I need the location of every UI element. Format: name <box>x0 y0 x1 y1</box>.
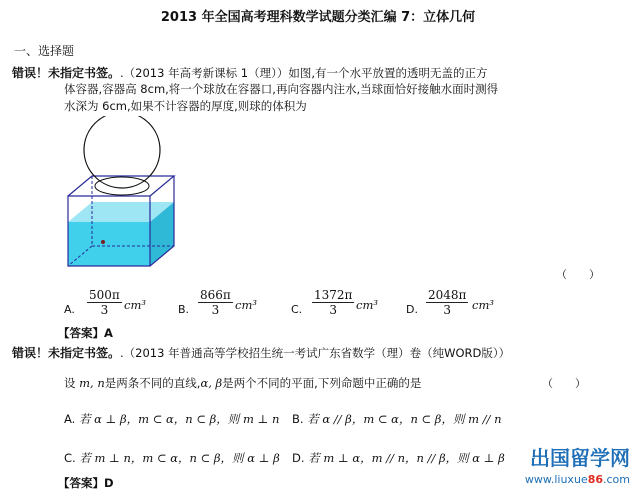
q1-option-b-letter: B. <box>178 303 190 316</box>
q1-stem-line1: 如图,有一个水平放置的透明无盖的正方 <box>288 66 488 80</box>
q2-answer-paren: （ ） <box>542 377 586 390</box>
q1-answer-paren: （ ） <box>556 268 600 281</box>
q2-option-c-text: 若 m ⊥ n，m ⊂ α，n ⊂ β，则 α ⊥ β <box>79 451 280 465</box>
q2-answer: 【答案】D <box>58 476 114 490</box>
sphere-contact-circle <box>95 177 149 195</box>
site-watermark <box>525 447 630 491</box>
q2-option-a-text: 若 α ⊥ β，m ⊂ α，n ⊂ β，则 m ⊥ n <box>78 412 280 426</box>
q1-option-d-letter: D. <box>406 303 418 316</box>
q1-option-c-fraction <box>312 288 354 317</box>
watermark-url-number: 86 <box>587 473 603 486</box>
water-front-face <box>68 222 150 266</box>
q2-option-b-text: 若 α // β，m ⊂ α，n ⊂ β，则 m // n <box>307 412 502 426</box>
q2-option-b-letter: B. <box>292 412 304 426</box>
q1-option-c-denominator: 3 <box>329 303 338 317</box>
q2-option-b <box>292 411 501 427</box>
q2-error-prefix: 错误！未指定书签。 <box>12 346 121 360</box>
q2-option-d-text: 若 m ⊥ α，m // n，n // β，则 α ⊥ β <box>308 451 505 465</box>
q1-option-c-numerator: 1372π <box>314 288 353 302</box>
q2-option-d-letter: D. <box>292 451 305 465</box>
q2-stem-planes-var: α, β <box>200 376 223 390</box>
cube-top-edges <box>68 176 174 196</box>
q1-answer: 【答案】A <box>58 326 113 340</box>
q1-option-c-unit: cm³ <box>356 298 378 312</box>
q1-option-a-unit: cm³ <box>124 298 146 312</box>
q2-option-a <box>64 411 279 427</box>
watermark-url-prefix: www.liuxue <box>524 473 588 486</box>
marker-dot <box>101 240 105 244</box>
q1-line1 <box>12 64 487 81</box>
section-heading: 一、选择题 <box>14 44 75 58</box>
q1-option-d-numerator: 2048π <box>428 288 467 302</box>
q2-header <box>12 344 510 361</box>
q1-error-prefix: 错误！未指定书签。 <box>12 66 121 80</box>
q2-option-c-letter: C. <box>64 451 76 465</box>
q2-stem-part3: 是两个不同的平面,下列命题中正确的是 <box>222 376 422 390</box>
q2-stem <box>64 375 421 391</box>
q1-option-b-unit: cm³ <box>235 298 257 312</box>
q2-option-a-letter: A. <box>64 412 76 426</box>
q2-source: .（2013 年普通高等学校招生统一考试广东省数学（理）卷（纯WORD版）） <box>120 346 511 360</box>
q2-stem-lines-var: m, n <box>79 376 105 390</box>
q1-option-a-numerator: 500π <box>89 288 120 302</box>
q1-option-a-denominator: 3 <box>100 303 109 317</box>
q1-stem-line2: 体容器,容器高 8cm,将一个球放在容器口,再向容器内注水,当球面恰好接触水面时测得 <box>64 82 499 96</box>
document-title: 2013 年全国高考理科数学试题分类汇编 7：立体几何 <box>160 10 476 25</box>
q1-option-b-numerator: 866π <box>200 288 231 302</box>
q2-option-c <box>64 450 280 466</box>
q2-option-d <box>292 450 505 466</box>
watermark-url <box>525 469 630 491</box>
q1-option-d-fraction <box>426 288 468 317</box>
q1-option-a-letter: A. <box>64 303 75 316</box>
q2-stem-part2: 是两条不同的直线, <box>104 376 201 390</box>
q1-source: .（2013 年高考新课标 1（理）） <box>120 66 289 80</box>
q1-option-d-denominator: 3 <box>443 303 452 317</box>
q1-option-b-fraction <box>198 288 233 317</box>
q1-stem-line3: 水深为 6cm,如果不计容器的厚度,则球的体积为 <box>64 99 307 113</box>
watermark-brand: 出国留学网 <box>530 446 630 470</box>
watermark-url-suffix: .com <box>603 473 630 486</box>
q2-stem-part1: 设 <box>64 376 76 390</box>
q1-option-b-denominator: 3 <box>211 303 220 317</box>
q1-option-a-fraction <box>87 288 122 317</box>
q1-option-c-letter: C. <box>291 303 303 316</box>
sphere-in-cube-figure <box>62 116 192 276</box>
q1-option-d-unit: cm³ <box>472 298 494 312</box>
